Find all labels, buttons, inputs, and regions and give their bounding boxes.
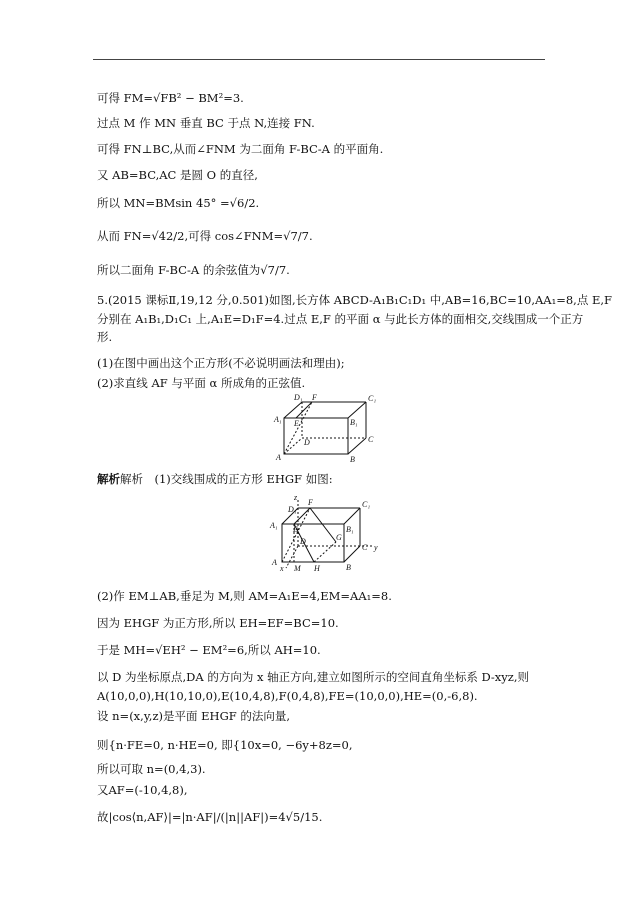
fig2-label-a1: A₁: [270, 521, 278, 530]
solution-line-10: 故|cos⟨n,AF⟩|=|n·AF|/(|n||AF|)=4√5/15.: [97, 810, 323, 824]
fig2-label-m: M: [294, 564, 301, 572]
fig2-label-z: z: [294, 494, 298, 502]
fig1-label-a1: A₁: [274, 415, 282, 424]
solution-line-8: 所以可取 n=(0,4,3).: [97, 762, 206, 776]
fig2-label-h: H: [314, 564, 320, 572]
header-rule: [93, 59, 545, 60]
solution-line-7: 则{n·FE=0, n·HE=0, 即{10x=0, −6y+8z=0,: [97, 738, 353, 752]
solution-line-6: 设 n=(x,y,z)是平面 EHGF 的法向量,: [97, 709, 291, 723]
solution-line-2: 因为 EHGF 为正方形,所以 EH=EF=BC=10.: [97, 616, 339, 630]
fig2-label-a: A: [272, 558, 277, 567]
cuboid-figure-1: [270, 392, 380, 464]
cuboid-figure-2: [264, 494, 384, 572]
solution-text: 解析 (1)交线围成的正方形 EHGF 如图:: [120, 472, 333, 486]
fig1-label-b: B: [350, 455, 355, 464]
problem-5-line-2: 分别在 A₁B₁,D₁C₁ 上,A₁E=D₁F=4.过点 E,F 的平面 α 与此长方体的面相交,交线围成一个正方: [97, 312, 584, 326]
problem-5-line-1: 5.(2015 课标Ⅱ,19,12 分,0.501)如图,长方体 ABCD-A₁B₁C₁D₁ 中,AB=16,BC=10,AA₁=8,点 E,F: [97, 293, 612, 307]
fig2-label-x: x: [280, 564, 284, 572]
solution-line-5: A(10,0,0),H(10,10,0),E(10,4,8),F(0,4,8),FE=(10,0,0),HE=(0,-6,8).: [97, 689, 478, 703]
solution-line-4: 以 D 为坐标原点,DA 的方向为 x 轴正方向,建立如图所示的空间直角坐标系 D-xyz,则: [97, 670, 529, 684]
text-line-4: 又 AB=BC,AC 是圆 O 的直径,: [97, 168, 258, 182]
fig1-label-d1: D₁: [294, 393, 303, 402]
text-line-2: 过点 M 作 MN 垂直 BC 于点 N,连接 FN.: [97, 116, 315, 130]
problem-5-part-1: (1)在图中画出这个正方形(不必说明画法和理由);: [97, 356, 345, 370]
text-line-7: 所以二面角 F-BC-A 的余弦值为√7/7.: [97, 263, 290, 277]
text-line-5: 所以 MN=BMsin 45° =√6/2.: [97, 196, 260, 210]
fig2-label-c: C: [362, 543, 368, 552]
solution-label: 解析: [97, 472, 120, 486]
fig2-label-d: D: [300, 537, 306, 546]
fig2-label-f: F: [308, 498, 313, 507]
fig2-label-g: G: [336, 533, 342, 542]
fig1-label-e: E: [294, 419, 299, 428]
problem-5-part-2: (2)求直线 AF 与平面 α 所成角的正弦值.: [97, 376, 306, 390]
fig2-label-c1: C₁: [362, 500, 371, 509]
problem-5-line-3: 形.: [97, 330, 113, 344]
fig1-label-a: A: [276, 453, 281, 462]
fig2-label-e: E: [293, 525, 298, 534]
fig2-label-y: y: [374, 543, 378, 552]
solution-line-9: 又AF=(-10,4,8),: [97, 783, 188, 797]
fig1-label-c1: C₁: [368, 394, 377, 403]
text-line-3: 可得 FN⊥BC,从而∠FNM 为二面角 F-BC-A 的平面角.: [97, 142, 384, 156]
solution-heading: [97, 472, 333, 486]
text-line-1: 可得 FM=√FB² − BM²=3.: [97, 91, 244, 105]
solution-line-3: 于是 MH=√EH² − EM²=6,所以 AH=10.: [97, 643, 321, 657]
fig1-label-f: F: [312, 393, 317, 402]
fig1-label-d: D: [304, 438, 310, 447]
fig1-label-c: C: [368, 435, 374, 444]
text-line-6: 从而 FN=√42/2,可得 cos∠FNM=√7/7.: [97, 229, 313, 243]
fig2-label-b: B: [346, 563, 351, 572]
fig2-label-b1: B₁: [346, 525, 354, 534]
solution-line-1: (2)作 EM⊥AB,垂足为 M,则 AM=A₁E=4,EM=AA₁=8.: [97, 589, 392, 603]
fig2-label-d1: D₁: [288, 505, 297, 514]
fig1-label-b1: B₁: [350, 418, 358, 427]
